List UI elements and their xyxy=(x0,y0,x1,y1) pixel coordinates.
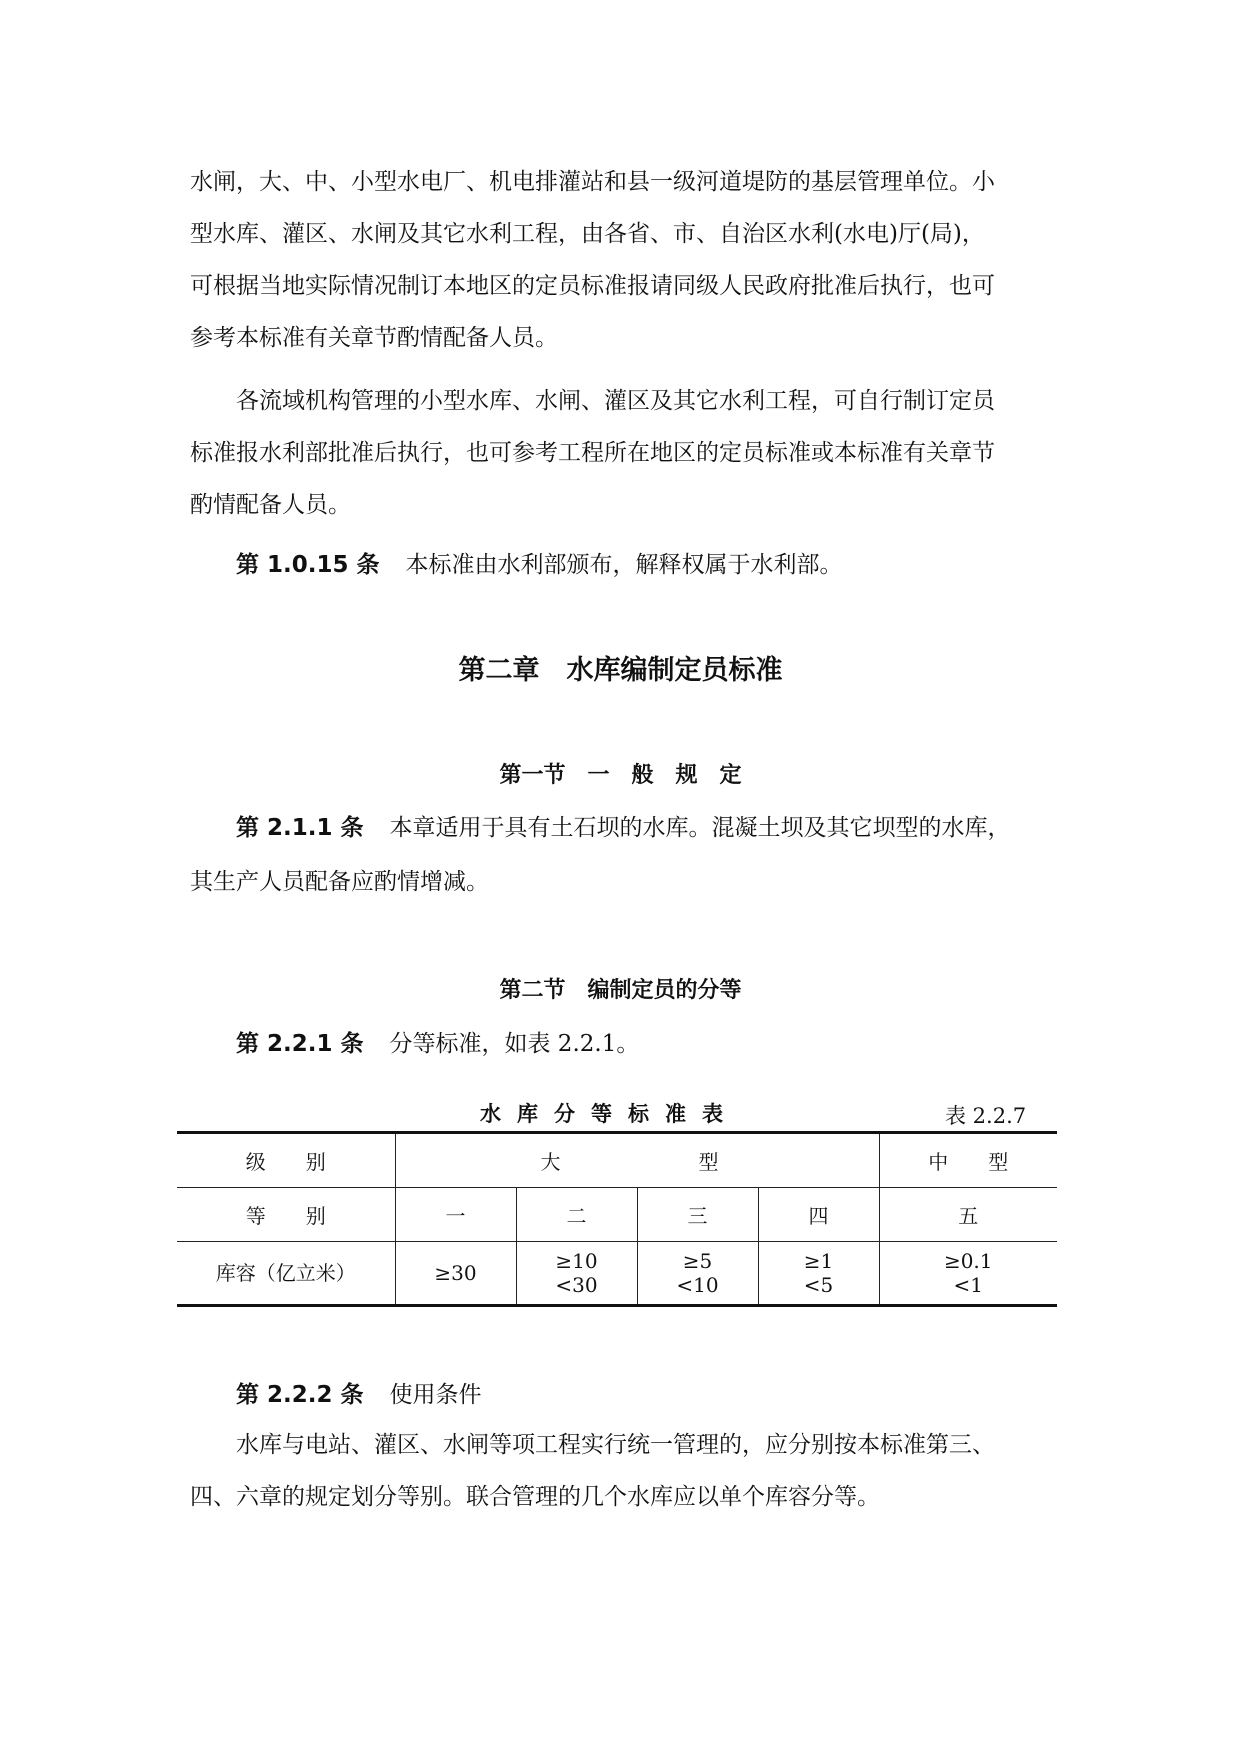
grade-cell: 五 xyxy=(879,1188,1057,1242)
continuation-paragraph xyxy=(190,156,1070,364)
table-row xyxy=(177,1188,1057,1242)
grade-cell: 一 xyxy=(395,1188,516,1242)
reservoir-grading-table xyxy=(177,1131,1057,1307)
grade-cell: 四 xyxy=(758,1188,879,1242)
grade-cell: 二 xyxy=(516,1188,637,1242)
text-line: 酌情配备人员。 xyxy=(190,492,351,518)
capacity-cell xyxy=(637,1242,758,1306)
basin-paragraph xyxy=(190,375,1070,531)
article-1-0-15 xyxy=(236,545,843,585)
text-line: 型水库、灌区、水闸及其它水利工程，由各省、市、自治区水利(水电)厅(局)， xyxy=(190,221,985,247)
text-line: 水闸，大、中、小型水电厂、机电排灌站和县一级河道堤防的基层管理单位。小 xyxy=(190,169,995,195)
capacity-cell xyxy=(758,1242,879,1306)
table-title: 水库分等标准表 xyxy=(480,1102,739,1126)
usage-paragraph xyxy=(190,1419,1070,1523)
row-header-capacity: 库容（亿立米） xyxy=(177,1242,395,1306)
capacity-min: ≥1 xyxy=(803,1249,834,1273)
capacity-min: ≥0.1 xyxy=(943,1249,993,1273)
table-row xyxy=(177,1133,1057,1188)
article-number: 第 2.1.1 条 xyxy=(236,815,364,841)
article-number: 第 2.2.1 条 xyxy=(236,1031,364,1057)
large-label: 大 xyxy=(540,1150,561,1174)
article-2-1-1 xyxy=(236,808,1011,848)
text-line: 标准报水利部批准后执行，也可参考工程所在地区的定员标准或本标准有关章节 xyxy=(190,440,995,466)
text-line: 四、六章的规定划分等别。联合管理的几个水库应以单个库容分等。 xyxy=(190,1484,880,1510)
grade-cell: 三 xyxy=(637,1188,758,1242)
capacity-min: ≥5 xyxy=(682,1249,713,1273)
table-number: 表 2.2.7 xyxy=(945,1104,1027,1128)
capacity-cell xyxy=(395,1242,516,1306)
article-text: 本章适用于具有土石坝的水库。混凝土坝及其它坝型的水库， xyxy=(389,815,1011,841)
chapter-title: 第二章 水库编制定员标准 xyxy=(458,655,783,686)
capacity-value: ≥30 xyxy=(434,1261,477,1285)
article-number: 第 1.0.15 条 xyxy=(236,552,380,578)
capacity-max: <5 xyxy=(803,1273,834,1297)
cell-medium-type: 中 型 xyxy=(879,1133,1057,1188)
article-text: 分等标准，如表 2.2.1。 xyxy=(389,1031,640,1057)
article-text: 本标准由水利部颁布，解释权属于水利部。 xyxy=(405,552,843,578)
article-text: 使用条件 xyxy=(389,1382,482,1408)
row-header-grade: 等 别 xyxy=(177,1188,395,1242)
text-line: 各流域机构管理的小型水库、水闸、灌区及其它水利工程，可自行制订定员 xyxy=(236,388,995,414)
capacity-cell xyxy=(879,1242,1057,1306)
article-number: 第 2.2.2 条 xyxy=(236,1382,364,1408)
capacity-min: ≥10 xyxy=(555,1249,598,1273)
capacity-max: <30 xyxy=(555,1273,598,1297)
capacity-cell xyxy=(516,1242,637,1306)
cell-large-type xyxy=(395,1133,879,1188)
capacity-max: <10 xyxy=(676,1273,719,1297)
type-label: 型 xyxy=(698,1150,719,1174)
article-2-1-1-continued: 其生产人员配备应酌情增减。 xyxy=(190,869,489,895)
text-line: 参考本标准有关章节酌情配备人员。 xyxy=(190,325,558,351)
article-2-2-2 xyxy=(236,1375,482,1415)
section-title-grading: 第二节 编制定员的分等 xyxy=(499,978,742,1003)
article-2-2-1 xyxy=(236,1024,639,1064)
section-title-general: 第一节 一 般 规 定 xyxy=(499,763,742,788)
text-line: 水库与电站、灌区、水闸等项工程实行统一管理的，应分别按本标准第三、 xyxy=(236,1432,995,1458)
row-header-level: 级 别 xyxy=(177,1133,395,1188)
capacity-max: <1 xyxy=(953,1273,983,1297)
text-line: 可根据当地实际情况制订本地区的定员标准报请同级人民政府批准后执行，也可 xyxy=(190,273,995,299)
table-row xyxy=(177,1242,1057,1306)
